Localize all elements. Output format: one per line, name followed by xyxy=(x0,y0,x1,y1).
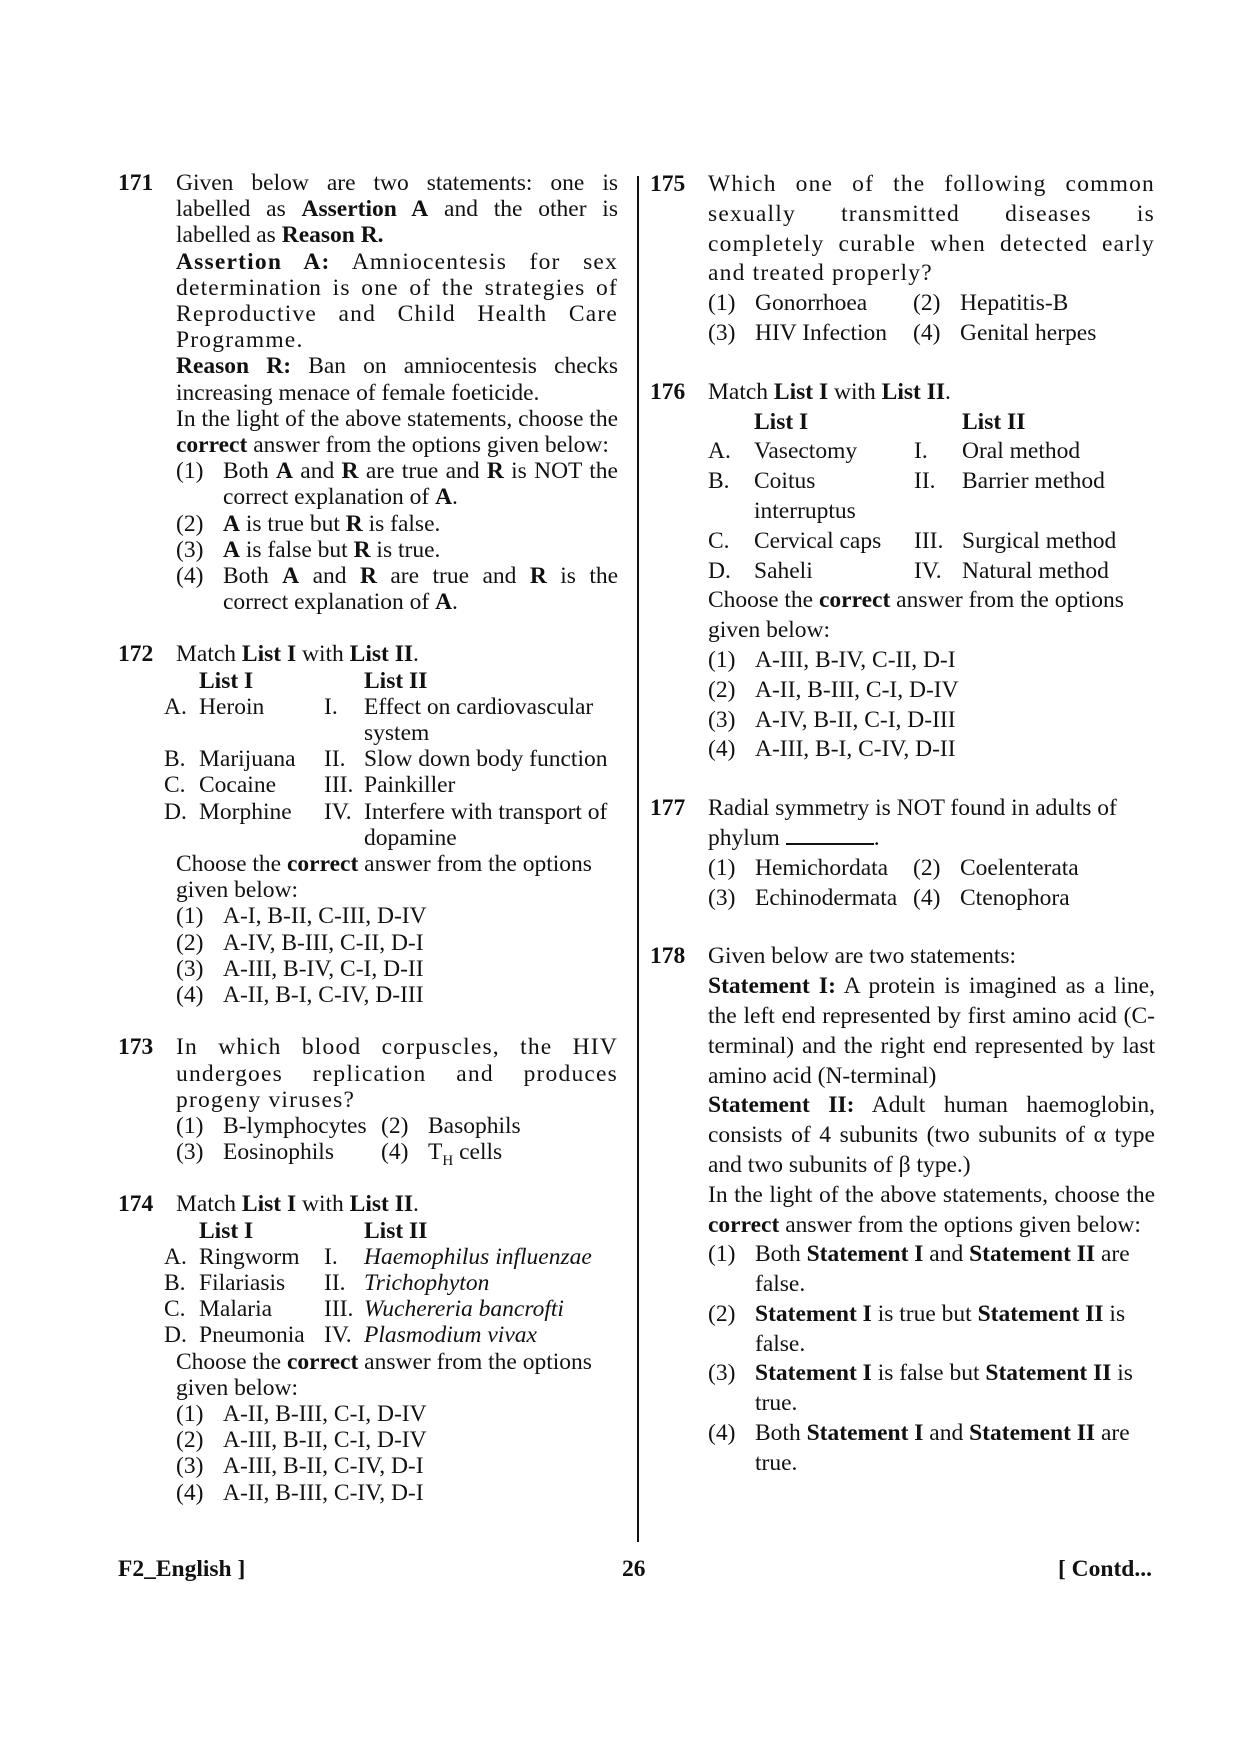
match-row: B. Marijuana II. Slow down body function xyxy=(164,746,608,773)
match-row: C. Cervical caps III. Surgical method xyxy=(708,527,1117,554)
options-row xyxy=(176,1113,618,1139)
match-row: C. Cocaine III. Painkiller xyxy=(164,772,456,799)
option-1[interactable]: (1) A-II, B-III, C-I, D-IV xyxy=(176,1400,427,1427)
page-number: 26 xyxy=(622,1556,646,1582)
option-4[interactable]: (4) A-II, B-I, C-IV, D-III xyxy=(176,982,424,1009)
question-number: 176 xyxy=(650,378,686,405)
question-173 xyxy=(118,1034,618,1170)
match-row: C. Malaria III. Wuchereria bancrofti xyxy=(164,1296,564,1323)
match-table xyxy=(708,408,1155,587)
option-2[interactable]: (2) A is true but R is false. xyxy=(176,510,441,537)
option-1[interactable]: (1) A-III, B-IV, C-II, D-I xyxy=(708,646,956,673)
match-table xyxy=(164,668,618,851)
instruction: In the light of the above statements, choose the correct answer from the options given below: xyxy=(176,405,618,459)
option-3[interactable]: (3) A-III, B-II, C-IV, D-I xyxy=(176,1453,424,1480)
option-3[interactable]: (3) A-IV, B-II, C-I, D-III xyxy=(708,706,956,733)
match-header: List I List II xyxy=(199,1217,428,1244)
options-row xyxy=(176,1139,618,1170)
question-text: Which one of the following common sexually transmitted diseases is completely curable when detected early and treated properly? xyxy=(708,171,1155,287)
option-4[interactable]: (4) Both A and R are true and R is the correct explanation of A. xyxy=(176,563,619,616)
option-4[interactable]: (4) A-II, B-III, C-IV, D-I xyxy=(176,1479,424,1506)
match-row: A. Ringworm I. Haemophilus influenzae xyxy=(164,1243,592,1270)
instruction: In the light of the above statements, choose the correct answer from the options given below: xyxy=(708,1181,1155,1238)
option-4[interactable]: (4) Both Statement I and Statement II are true. xyxy=(708,1420,1130,1476)
match-header: List I List II xyxy=(754,408,1026,435)
option-2[interactable]: (2) Coelenterata xyxy=(913,854,1079,881)
question-number: 177 xyxy=(650,795,686,822)
question-174 xyxy=(118,1191,618,1505)
question-number: 178 xyxy=(650,943,686,970)
match-row: D. Pneumonia IV. Plasmodium vivax xyxy=(164,1322,537,1349)
footer-left: F2_English ] xyxy=(118,1556,246,1582)
question-176 xyxy=(650,378,1155,765)
question-intro: Given below are two statements: one is labelled as Assertion A and the other is labelled as Reason R. xyxy=(176,170,618,249)
right-column xyxy=(650,170,1155,1479)
option-2[interactable]: (2) Basophils xyxy=(381,1112,521,1139)
option-2[interactable]: (2) A-IV, B-III, C-II, D-I xyxy=(176,929,424,956)
question-177 xyxy=(650,794,1155,913)
match-table xyxy=(164,1218,618,1349)
options-row xyxy=(708,884,1155,914)
option-4[interactable]: (4) A-III, B-I, C-IV, D-II xyxy=(708,736,956,763)
options-row xyxy=(708,854,1155,884)
question-number: 171 xyxy=(118,170,154,196)
option-4[interactable]: (4) $T_H$ cells xyxy=(381,1139,503,1170)
question-175 xyxy=(650,170,1155,349)
question-text: Radial symmetry is NOT found in adults of phylum . xyxy=(708,795,1117,851)
option-2[interactable]: (2) A-III, B-II, C-I, D-IV xyxy=(176,1427,427,1454)
footer-right: [ Contd... xyxy=(1057,1556,1152,1582)
left-column xyxy=(118,170,618,1506)
option-1[interactable]: (1) Gonorrhoea xyxy=(708,290,868,317)
option-3[interactable]: (3) Eosinophils xyxy=(176,1139,334,1166)
option-1[interactable]: (1) Both A and R are true and R is NOT the correct explanation of A. xyxy=(176,458,618,511)
question-number: 175 xyxy=(650,171,686,197)
option-1[interactable]: (1) Hemichordata xyxy=(708,854,889,881)
instruction: Choose the correct answer from the options given below: xyxy=(176,851,592,904)
question-text: Match List I with List II. xyxy=(176,1191,419,1218)
option-4[interactable]: (4) Ctenophora xyxy=(913,884,1070,911)
option-2[interactable]: (2) Statement I is true but Statement II is false. xyxy=(708,1300,1126,1357)
option-2[interactable]: (2) A-II, B-III, C-I, D-IV xyxy=(708,676,959,703)
match-row: A. Heroin I. Effect on cardiovascular system xyxy=(164,693,594,747)
statement-2: Statement II: Adult human haemoglobin, consists of 4 subunits (two subunits of α type and two subunits of β type.) xyxy=(708,1092,1155,1178)
question-intro: Given below are two statements: xyxy=(708,943,1017,970)
match-row: B. Coitus interruptus II. Barrier method xyxy=(708,468,1105,524)
option-3[interactable]: (3) A is false but R is true. xyxy=(176,536,441,563)
match-row: A. Vasectomy I. Oral method xyxy=(708,438,1081,465)
option-4[interactable]: (4) Genital herpes xyxy=(913,319,1097,346)
statement-1: Statement I: A protein is imagined as a line, the left end represented by first amino acid (C-terminal) and the right end represented by last amino acid (N-terminal) xyxy=(708,973,1155,1089)
question-number: 172 xyxy=(118,641,154,668)
question-number: 174 xyxy=(118,1191,154,1218)
option-3[interactable]: (3) Echinodermata xyxy=(708,884,898,911)
column-divider xyxy=(637,176,639,1542)
question-178 xyxy=(650,942,1155,1478)
question-text: Match List I with List II. xyxy=(708,378,951,405)
assertion: Assertion A: Amniocentesis for sex determination is one of the strategies of Reproductive and Child Health Care Programme. xyxy=(176,248,619,354)
option-1[interactable]: (1) Both Statement I and Statement II are false. xyxy=(708,1241,1130,1298)
option-3[interactable]: (3) Statement I is false but Statement II is true. xyxy=(708,1360,1133,1417)
match-row: D. Morphine IV. Interfere with transport of dopamine xyxy=(164,798,608,851)
options-row xyxy=(708,319,1155,349)
instruction: Choose the correct answer from the options given below: xyxy=(708,587,1124,644)
reason: Reason R: Ban on amniocentesis checks increasing menace of female foeticide. xyxy=(176,353,619,406)
options-row xyxy=(708,289,1155,319)
match-row: B. Filariasis II. Trichophyton xyxy=(164,1269,490,1296)
question-text: In which blood corpuscles, the HIV undergoes replication and produces progeny viruses? xyxy=(176,1034,618,1113)
answer-blank xyxy=(786,825,874,845)
question-number: 173 xyxy=(118,1034,154,1061)
option-2[interactable]: (2) Hepatitis-B xyxy=(913,290,1069,317)
match-header: List I List II xyxy=(199,667,428,694)
question-171 xyxy=(118,170,618,615)
instruction: Choose the correct answer from the options given below: xyxy=(176,1348,592,1401)
question-text: Match List I with List II. xyxy=(176,641,419,668)
question-172 xyxy=(118,641,618,1008)
option-3[interactable]: (3) HIV Infection xyxy=(708,319,888,346)
option-1[interactable]: (1) A-I, B-II, C-III, D-IV xyxy=(176,903,427,930)
option-1[interactable]: (1) B-lymphocytes xyxy=(176,1112,367,1139)
option-3[interactable]: (3) A-III, B-IV, C-I, D-II xyxy=(176,955,424,982)
match-row: D. Saheli IV. Natural method xyxy=(708,557,1109,584)
